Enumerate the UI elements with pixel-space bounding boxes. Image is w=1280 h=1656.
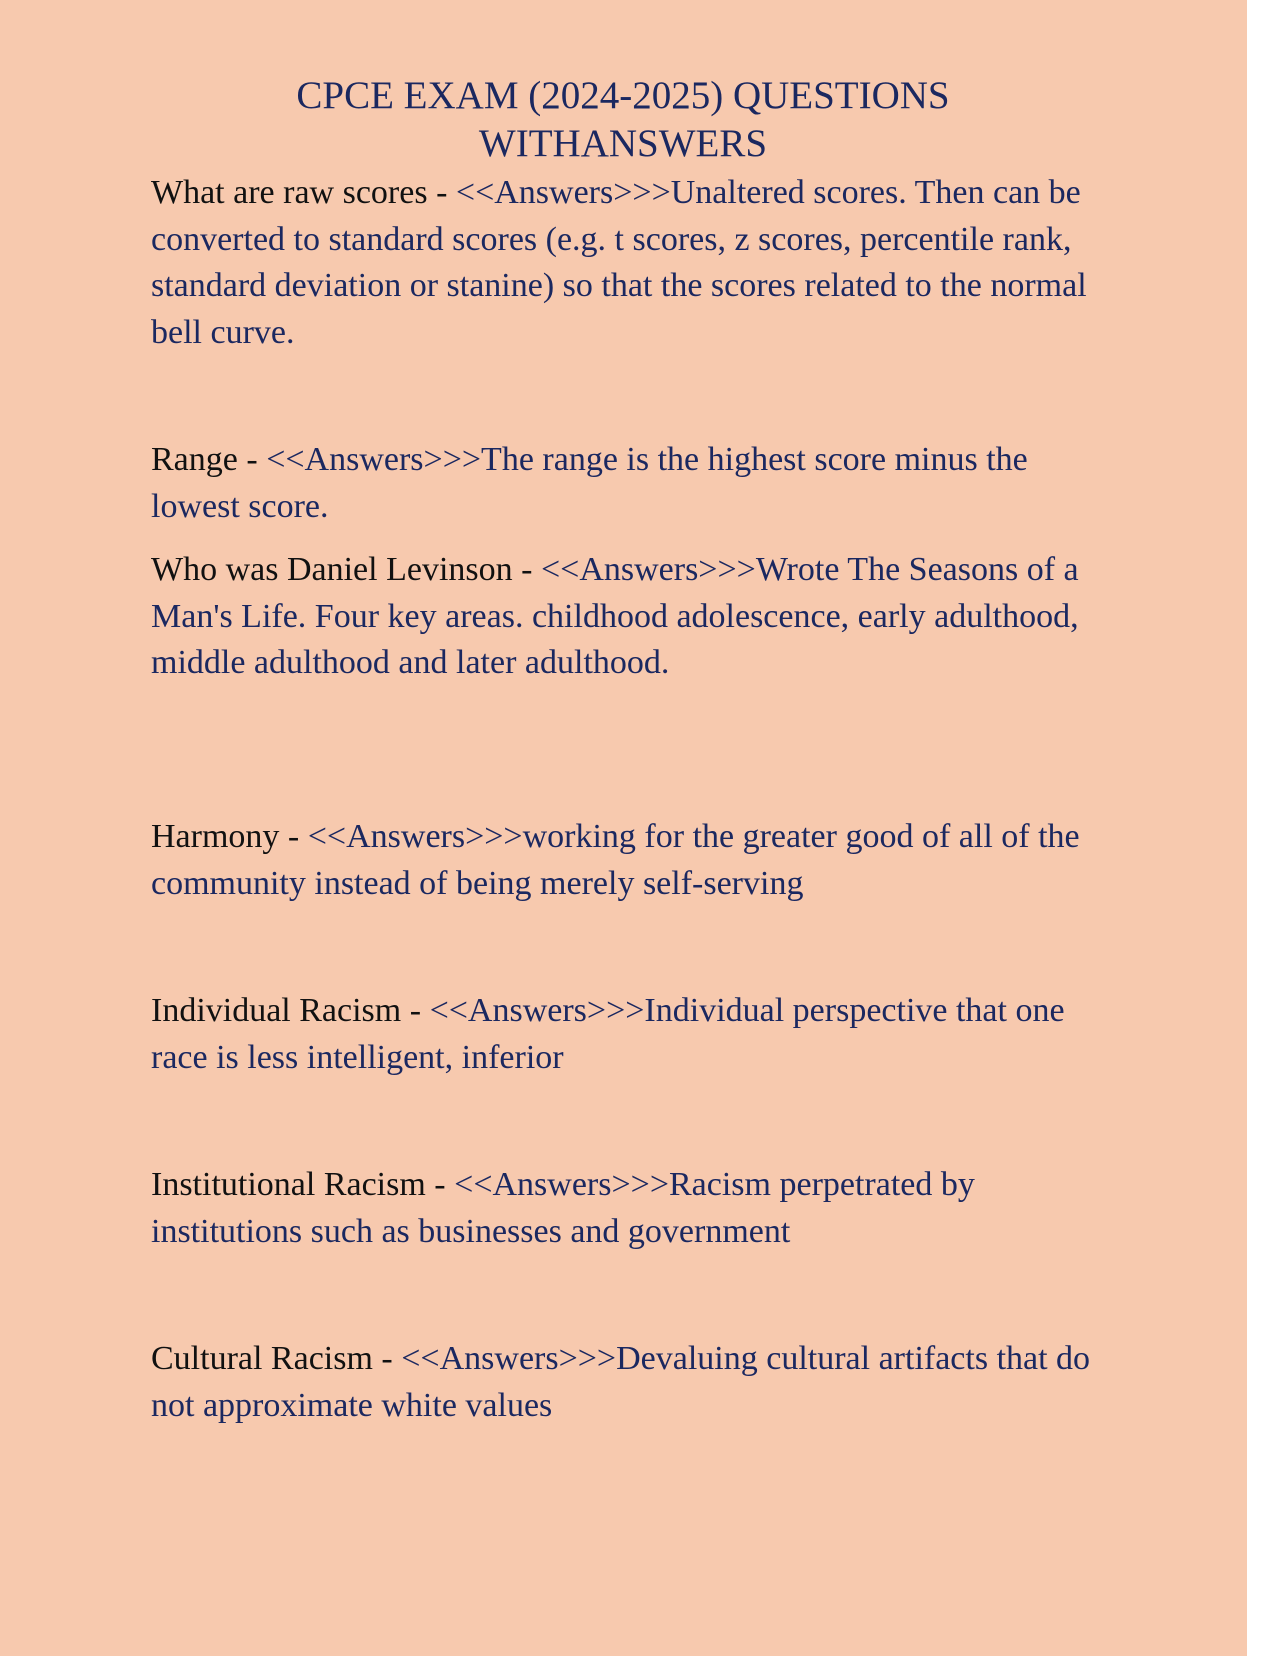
question-text: Range - [151,441,267,478]
question-text: Harmony - [151,818,308,855]
question-text: What are raw scores - [151,174,456,211]
question-text: Who was Daniel Levinson - [151,551,541,588]
qa-item [151,1162,1096,1255]
answer-text: <<Answers>>>Individual perspective that one race is less intelligent, inferior [151,992,1065,1076]
title-line-1: CPCE EXAM (2024-2025) QUESTIONS [296,74,950,117]
qa-item [151,1336,1096,1429]
answer-text: <<Answers>>>Devaluing cultural artifacts that do not approximate white values [151,1340,1091,1424]
qa-item [151,814,1096,907]
title-line-2: WITHANSWERS [478,122,768,165]
answer-text: <<Answers>>>Wrote The Seasons of a Man's Life. Four key areas. childhood adolescence, early adulthood, middle adulthood and later adulthood. [151,551,1079,681]
answer-text: <<Answers>>>Racism perpetrated by institutions such as businesses and government [151,1166,975,1250]
qa-item [151,547,1096,687]
question-text: Institutional Racism - [151,1166,455,1203]
answer-text: <<Answers>>>working for the greater good of all of the community instead of being merely self-serving [151,818,1080,902]
question-text: Cultural Racism - [151,1340,402,1377]
qa-item [151,170,1096,356]
qa-item [151,988,1096,1081]
document-title [150,72,1096,168]
answer-text: <<Answers>>>The range is the highest score minus the lowest score. [151,441,1028,525]
qa-item [151,437,1096,530]
question-text: Individual Racism - [151,992,430,1029]
answer-text: <<Answers>>>Unaltered scores. Then can be converted to standard scores (e.g. t scores, z scores, percentile rank, standard deviation or stanine) so that the scores related to the normal bell curve. [151,174,1087,351]
